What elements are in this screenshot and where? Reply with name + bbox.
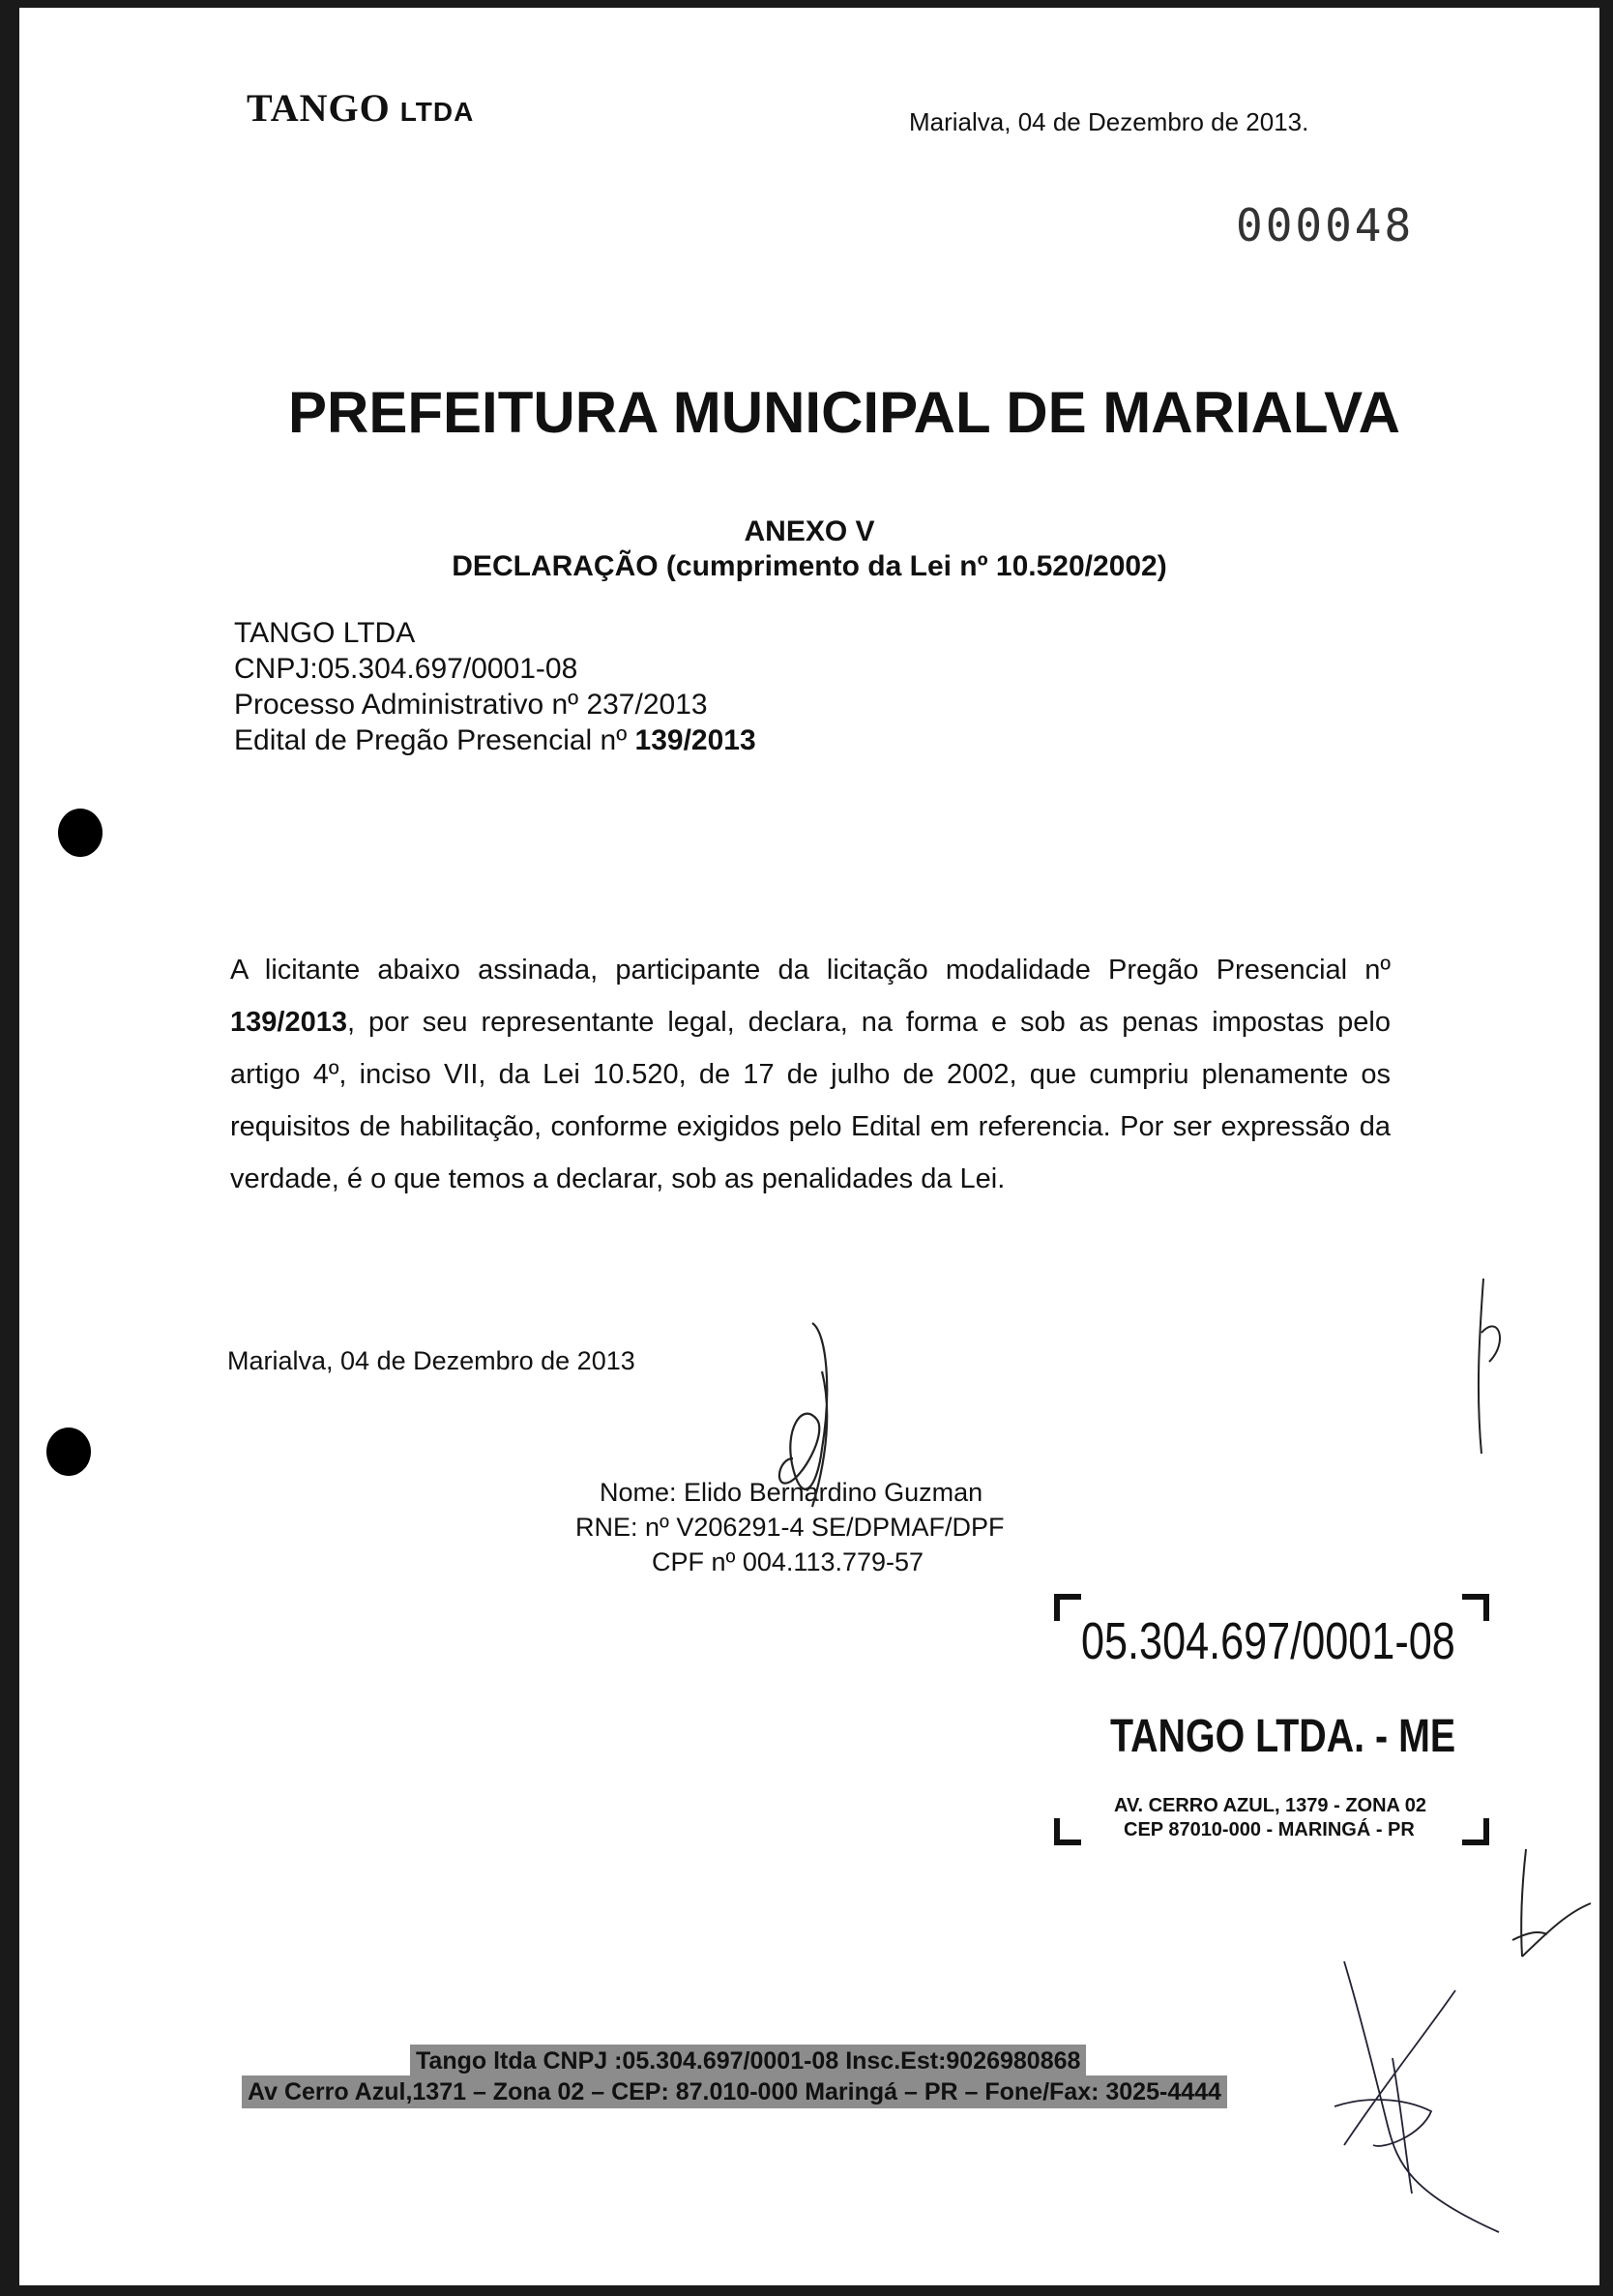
annex-title: ANEXO V [744, 515, 875, 547]
edital-number: 139/2013 [634, 724, 756, 756]
stamp-corner-top-right [1462, 1594, 1489, 1621]
company-stamp [1044, 1584, 1489, 1865]
punch-hole-bottom [46, 1428, 91, 1476]
stamp-cnpj: 05.304.697/0001-08 [1081, 1612, 1455, 1670]
company-cnpj: CNPJ:05.304.697/0001-08 [234, 653, 578, 685]
header-date: Marialva, 04 de Dezembro de 2013. [909, 107, 1309, 136]
company-info [234, 615, 756, 758]
stamp-corner-bottom-left [1054, 1818, 1081, 1845]
stamp-corner-bottom-right [1462, 1818, 1489, 1845]
stamp-corner-top-left [1054, 1594, 1081, 1621]
stamp-company-name: TANGO LTDA. - ME [1110, 1711, 1456, 1762]
handwritten-signature [735, 1313, 880, 1545]
stamp-address: AV. CERRO AZUL, 1379 - ZONA 02 [1114, 1795, 1427, 1816]
signer-cpf: CPF nº 004.113.779-57 [652, 1547, 924, 1576]
punch-hole-top [58, 809, 103, 857]
stamp-postal: CEP 87010-000 - MARINGÁ - PR [1124, 1819, 1415, 1840]
body-line1: A licitante abaixo assinada, participante da licitação modalidade Pregão Presencial nº [230, 955, 1391, 986]
process-number: Processo Administrativo nº 237/2013 [234, 689, 708, 721]
margin-rubric-mark [1509, 1845, 1596, 1961]
annex-subtitle: DECLARAÇÃO (cumprimento da Lei nº 10.520/2002) [452, 550, 1167, 582]
footer-address-line: Av Cerro Azul,1371 – Zona 02 – CEP: 87.010-000 Maringá – PR – Fone/Fax: 3025-4444 [242, 2075, 1227, 2108]
document-title: PREFEITURA MUNICIPAL DE MARIALVA [288, 380, 1400, 445]
signature-date: Marialva, 04 de Dezembro de 2013 [227, 1346, 635, 1375]
signer-rne: RNE: nº V206291-4 SE/DPMAF/DPF [575, 1513, 1005, 1542]
company-name: TANGO LTDA [234, 617, 416, 649]
body-number: 139/2013 [230, 1007, 347, 1038]
body-rest: , por seu representante legal, declara, na forma e sob as penas impostas pelo artigo 4º, inciso VII, da Lei 10.520, de 17 de julho de 2002, que cumpriu plenamente os requisitos de habilitação, conforme exigidos pelo Edital em referencia. Por ser expressão da verdade, é o que temos a declarar, sob as penalidades da Lei. [230, 1007, 1391, 1194]
large-rubric-signature [1305, 1952, 1528, 2242]
document-page [19, 8, 1599, 2285]
logo-suffix: LTDA [399, 97, 475, 127]
company-logo [247, 85, 474, 131]
logo-name: TANGO [247, 86, 391, 130]
edital-line [234, 722, 756, 758]
footer-company-line: Tango ltda CNPJ :05.304.697/0001-08 Insc.Est:9026980868 [410, 2045, 1086, 2077]
signer-name: Nome: Elido Bernardino Guzman [600, 1478, 983, 1507]
margin-initial-mark [1470, 1275, 1528, 1458]
page-number-stamp: 000048 [1236, 199, 1415, 251]
declaration-body [230, 944, 1391, 1205]
edital-prefix: Edital de Pregão Presencial nº [234, 724, 628, 756]
